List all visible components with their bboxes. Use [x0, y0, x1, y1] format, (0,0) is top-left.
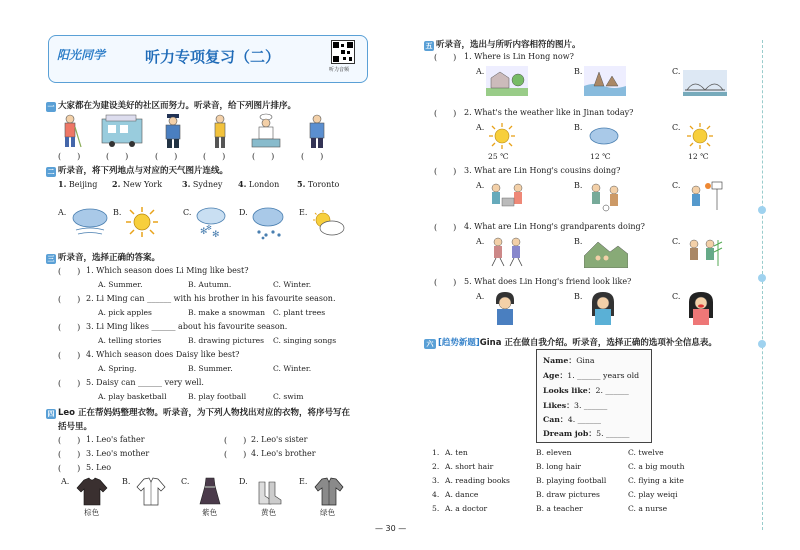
snowy-icon[interactable]: [194, 206, 228, 244]
svg-text:✻: ✻: [212, 230, 220, 240]
svg-text:✻: ✻: [200, 227, 208, 237]
question-text: 5. Daisy can ______ very well.: [86, 378, 204, 387]
option-row-number: 2.: [432, 462, 440, 471]
grandparents-picture-c[interactable]: [684, 236, 724, 272]
cloudy-icon[interactable]: [588, 124, 620, 150]
temperature-label: 25 ℃: [488, 152, 509, 161]
question-text: 4. What are Lin Hong's grandparents doing?: [464, 222, 645, 231]
temperature-label: 12 ℃: [688, 152, 709, 161]
pic-label: A.: [476, 67, 485, 76]
answer-paren[interactable]: ( ): [58, 450, 81, 459]
page-number: — 30 —: [375, 524, 407, 533]
answer-paren[interactable]: ( ): [434, 109, 457, 118]
clothes-person-item: 2. Leo's sister: [251, 435, 308, 444]
sec1-answer-1[interactable]: ( ): [58, 152, 81, 161]
section-4-instructions: Leo 正在帮妈妈整理衣物。听录音，为下列人物找出对应的衣物，将序号写在: [58, 408, 350, 418]
option-row-number: 1.: [432, 448, 440, 457]
option-c[interactable]: C. twelve: [628, 448, 664, 457]
pic-label: C.: [672, 67, 681, 76]
section-2-header: [46, 164, 228, 177]
clothes-label-c: C.: [181, 477, 190, 486]
friend-picture-c[interactable]: [686, 290, 716, 330]
section-4-header: [46, 406, 350, 419]
activity-picture-c[interactable]: [684, 180, 724, 216]
answer-paren[interactable]: ( ): [58, 267, 81, 276]
answer-paren[interactable]: ( ): [58, 323, 81, 332]
question-text: 5. What does Lin Hong's friend look like?: [464, 277, 632, 286]
answer-paren[interactable]: ( ): [58, 464, 81, 473]
clothes-label-b: B.: [122, 477, 131, 486]
answer-paren[interactable]: ( ): [224, 436, 247, 445]
place-picture-b[interactable]: [584, 66, 626, 100]
clothes-caption: 黄色: [261, 508, 277, 517]
friend-picture-b[interactable]: [588, 290, 618, 330]
option-b[interactable]: B. eleven: [536, 448, 572, 457]
place-item[interactable]: 2. New York: [112, 179, 163, 189]
community-picture-doctor: [302, 113, 332, 153]
answer-paren[interactable]: ( ): [58, 436, 81, 445]
temperature-label: 12 ℃: [590, 152, 611, 161]
sec1-answer-6[interactable]: ( ): [301, 152, 324, 161]
info-card: [536, 349, 652, 443]
partly-cloudy-icon[interactable]: [310, 210, 346, 242]
option-c[interactable]: C. a nurse: [628, 504, 668, 513]
weather-label-b: B.: [113, 208, 122, 217]
question-text: 2. What's the weather like in Jinan today?: [464, 108, 634, 117]
sunny-icon[interactable]: [125, 206, 159, 242]
pic-label: A.: [476, 181, 485, 190]
option-b[interactable]: B. playing football: [536, 476, 607, 485]
place-item[interactable]: 3. Sydney: [182, 179, 223, 189]
qr-code-icon[interactable]: [331, 40, 355, 64]
binding-hole-marker: [758, 340, 766, 348]
clothes-label-d: D.: [239, 477, 248, 486]
community-picture-police: [158, 113, 188, 153]
option-c[interactable]: C. plant trees: [273, 308, 326, 317]
section-4-instructions-cont: 括号里。: [58, 422, 93, 432]
place-item[interactable]: 1. Beijing: [58, 179, 98, 189]
community-picture-sweeping: [55, 113, 85, 153]
community-picture-cook: [248, 113, 284, 153]
activity-picture-a[interactable]: [486, 180, 530, 216]
option-row-number: 4.: [432, 490, 440, 499]
clothes-caption: 棕色: [84, 508, 100, 517]
clothes-label-e: E.: [299, 477, 308, 486]
option-c[interactable]: C. flying a kite: [628, 476, 684, 485]
answer-paren[interactable]: ( ): [58, 379, 81, 388]
clothes-caption: 紫色: [202, 508, 218, 517]
pic-label: A.: [476, 123, 485, 132]
place-picture-a[interactable]: [486, 66, 528, 100]
binding-hole-marker: [758, 206, 766, 214]
answer-paren[interactable]: ( ): [434, 53, 457, 62]
info-job-row[interactable]: Dream job：5. ______: [543, 429, 630, 438]
pic-label: A.: [476, 237, 485, 246]
section-number-badge: 四: [47, 410, 55, 418]
pic-label: B.: [574, 67, 583, 76]
answer-paren[interactable]: ( ): [58, 351, 81, 360]
margin-dashed-line: [762, 40, 763, 530]
pic-label: C.: [672, 181, 681, 190]
question-text: 4. Which season does Daisy like best?: [86, 350, 240, 359]
community-picture-worker: [207, 113, 233, 153]
clothes-person-item: 3. Leo's mother: [86, 449, 150, 458]
option-a[interactable]: A. a doctor: [445, 504, 488, 513]
trend-tag: [趋势新题]: [438, 338, 480, 348]
pic-label: C.: [672, 237, 681, 246]
option-row-number: 5.: [432, 504, 440, 513]
section-6-instructions: Gina 正在做自我介绍。听录音，选择正确的选项补全信息表。: [479, 338, 717, 348]
clothes-label-a: A.: [61, 477, 70, 486]
option-b[interactable]: B. play football: [188, 392, 247, 401]
cloudy-windy-icon[interactable]: [70, 206, 110, 240]
place-item[interactable]: 5. Toronto: [297, 179, 340, 189]
option-a[interactable]: A. Summer.: [98, 280, 143, 289]
section-5-instructions: 听录音，选出与所听内容相符的图片。: [436, 40, 581, 50]
option-a[interactable]: A. reading books: [445, 476, 510, 485]
question-text: 1. Which season does Li Ming like best?: [86, 266, 249, 275]
sec1-answer-3[interactable]: ( ): [155, 152, 178, 161]
section-3-instructions: 听录音，选择正确的答案。: [58, 253, 161, 263]
option-c[interactable]: C. Winter.: [273, 364, 312, 373]
answer-paren[interactable]: ( ): [434, 167, 457, 176]
grandparents-picture-a[interactable]: [486, 236, 530, 272]
clothes-person-item: 4. Leo's brother: [251, 449, 316, 458]
binding-hole-marker: [758, 274, 766, 282]
shirt-icon[interactable]: [136, 476, 166, 510]
answer-paren[interactable]: ( ): [224, 450, 247, 459]
option-c[interactable]: C. swim: [273, 392, 304, 401]
section-1-header: [46, 99, 296, 112]
option-a[interactable]: A. pick apples: [98, 308, 152, 317]
title-banner: [48, 35, 368, 83]
grandparents-picture-b[interactable]: [584, 236, 628, 272]
option-b[interactable]: B. make a snowman: [188, 308, 266, 317]
question-text: 2. Li Ming can ______ with his brother in his favourite season.: [86, 294, 336, 303]
section-number-badge: 一: [47, 103, 55, 111]
pic-label: B.: [574, 123, 583, 132]
option-a[interactable]: A. Spring.: [98, 364, 137, 373]
option-row-number: 3.: [432, 476, 440, 485]
option-a[interactable]: A. play basketball: [98, 392, 167, 401]
section-number-badge: 二: [47, 168, 55, 176]
section-2-instructions: 听录音，将下列地点与对应的天气图片连线。: [58, 166, 229, 176]
option-b[interactable]: B. draw pictures: [536, 490, 600, 499]
clothes-caption: 绿色: [320, 508, 336, 517]
option-b[interactable]: B. long hair: [536, 462, 582, 471]
option-b[interactable]: B. Summer.: [188, 364, 233, 373]
option-a[interactable]: A. ten: [445, 448, 468, 457]
pic-label: C.: [672, 292, 681, 301]
answer-paren[interactable]: ( ): [434, 278, 457, 287]
coat-icon[interactable]: [314, 476, 344, 510]
clothes-person-item: 5. Leo: [86, 463, 112, 472]
option-c[interactable]: C. Winter.: [273, 280, 312, 289]
brand-logo: 阳光同学: [57, 48, 106, 62]
friend-picture-a[interactable]: [490, 290, 520, 330]
sec1-answer-5[interactable]: ( ): [252, 152, 275, 161]
option-a[interactable]: A. dance: [445, 490, 479, 499]
answer-paren[interactable]: ( ): [58, 295, 81, 304]
place-picture-c[interactable]: [683, 70, 727, 100]
info-looks-row[interactable]: Looks like：2. ______: [543, 386, 629, 395]
place-item[interactable]: 4. London: [238, 179, 280, 189]
question-text: 3. What are Lin Hong's cousins doing?: [464, 166, 621, 175]
option-b[interactable]: B. drawing pictures: [188, 336, 265, 345]
info-likes-row[interactable]: Likes：3. ______: [543, 401, 608, 410]
community-picture-school-bus: [100, 113, 144, 153]
pic-label: C.: [672, 123, 681, 132]
option-b[interactable]: B. Autumn.: [188, 280, 232, 289]
question-text: 1. Where is Lin Hong now?: [464, 52, 574, 61]
section-6-header: [424, 336, 717, 349]
section-3-header: [46, 251, 160, 264]
sec1-answer-4[interactable]: ( ): [203, 152, 226, 161]
question-text: 3. Li Ming likes ______ about his favourite season.: [86, 322, 288, 331]
section-number-badge: 三: [47, 255, 55, 263]
section-number-badge: 五: [425, 42, 433, 50]
pic-label: B.: [574, 181, 583, 190]
weather-label-c: C.: [183, 208, 192, 217]
sunny-icon[interactable]: [686, 122, 714, 154]
activity-picture-b[interactable]: [584, 180, 628, 216]
info-can-row[interactable]: Can：4. ______: [543, 415, 602, 424]
answer-paren[interactable]: ( ): [434, 223, 457, 232]
page-title: 听力专项复习（二）: [145, 48, 281, 66]
pic-label: B.: [574, 292, 583, 301]
clothes-person-item: 1. Leo's father: [86, 435, 145, 444]
option-c[interactable]: C. singing songs: [273, 336, 337, 345]
info-name-row: Name：Gina: [543, 356, 595, 365]
jacket-icon[interactable]: [76, 476, 108, 510]
pic-label: B.: [574, 237, 583, 246]
rainy-icon[interactable]: [250, 206, 286, 244]
pic-label: A.: [476, 292, 485, 301]
info-age-row[interactable]: Age：1. ______ years old: [543, 371, 640, 380]
option-c[interactable]: C. play weiqi: [628, 490, 678, 499]
section-number-badge: 六: [424, 339, 436, 349]
weather-label-e: E.: [299, 208, 308, 217]
weather-label-d: D.: [239, 208, 248, 217]
option-c[interactable]: C. a big mouth: [628, 462, 685, 471]
section-5-header: [424, 38, 581, 51]
sunny-icon[interactable]: [488, 122, 516, 154]
option-b[interactable]: B. a teacher: [536, 504, 583, 513]
shoes-icon[interactable]: [256, 478, 284, 510]
dress-icon[interactable]: [198, 476, 222, 510]
svg-text:✻: ✻: [206, 224, 212, 232]
option-a[interactable]: A. short hair: [445, 462, 494, 471]
option-a[interactable]: A. telling stories: [98, 336, 162, 345]
sec1-answer-2[interactable]: ( ): [106, 152, 129, 161]
section-1-instructions: 大家都在为建设美好的社区而努力。听录音，给下列图片排序。: [58, 101, 297, 111]
qr-caption: 听力音频: [329, 67, 350, 73]
weather-label-a: A.: [58, 208, 67, 217]
